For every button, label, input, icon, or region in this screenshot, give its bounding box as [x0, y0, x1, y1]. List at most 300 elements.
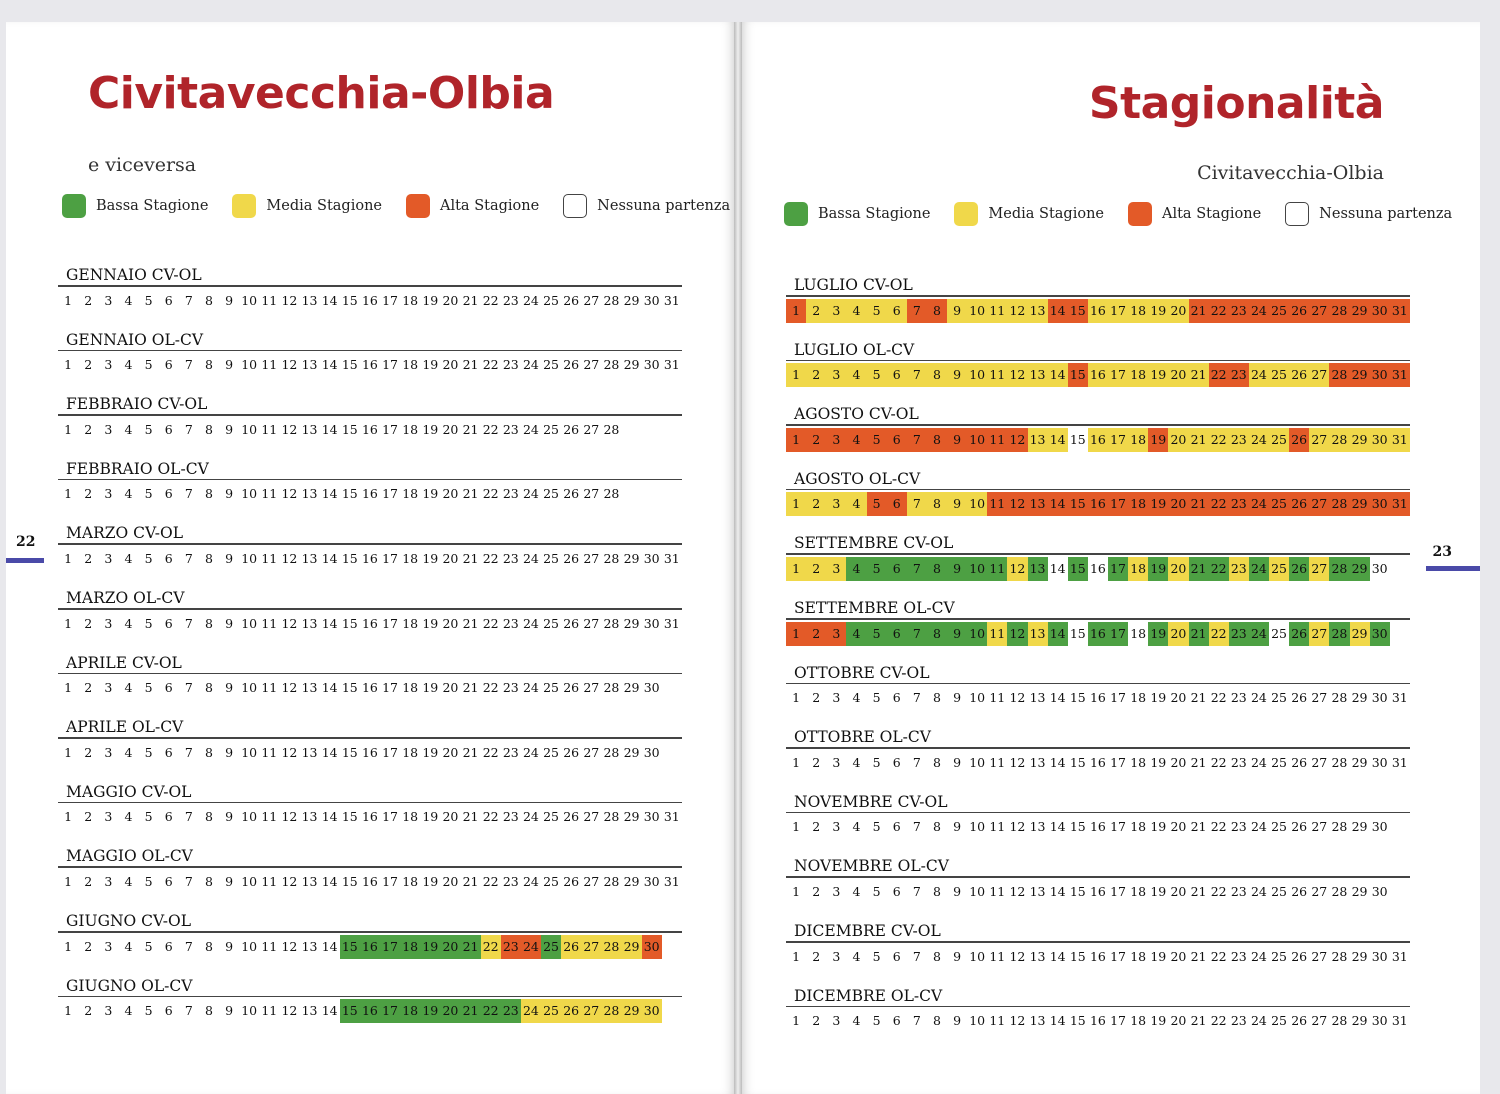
day-cell: 21 — [461, 935, 481, 959]
day-cell: 19 — [1148, 299, 1168, 323]
day-cell: 11 — [989, 883, 1006, 899]
day-cell: 24 — [1250, 883, 1267, 899]
day-cell: 1 — [786, 428, 806, 452]
day-cell: 20 — [1170, 819, 1187, 835]
day-cell: 10 — [969, 690, 986, 706]
month-label: OTTOBRE OL-CV — [794, 728, 931, 747]
day-cell: 31 — [1390, 492, 1410, 516]
day-cell: 2 — [812, 690, 821, 706]
day-cell: 8 — [932, 819, 941, 835]
day-cell: 23 — [502, 615, 519, 631]
day-cell: 22 — [481, 935, 501, 959]
day-cell: 18 — [1130, 1013, 1147, 1029]
day-cell: 3 — [832, 883, 841, 899]
day-cell: 13 — [301, 292, 318, 308]
day-cell: 24 — [1250, 948, 1267, 964]
day-cell: 14 — [1049, 1013, 1066, 1029]
day-cell: 2 — [84, 357, 93, 373]
day-cell: 8 — [927, 622, 947, 646]
day-cell: 2 — [84, 809, 93, 825]
day-cell: 12 — [1009, 948, 1026, 964]
alta-swatch-icon — [406, 194, 430, 218]
day-cell: 16 — [361, 809, 378, 825]
day-cell: 1 — [792, 1013, 801, 1029]
day-strip — [786, 492, 1410, 516]
day-cell: 14 — [1048, 428, 1068, 452]
day-cell: 4 — [124, 809, 133, 825]
day-cell: 11 — [989, 754, 1006, 770]
month-block — [58, 977, 682, 1024]
day-cell: 15 — [341, 550, 358, 566]
day-cell: 22 — [1209, 299, 1229, 323]
day-cell: 9 — [225, 357, 234, 373]
day-cell: 13 — [1028, 363, 1048, 387]
day-cell: 15 — [1069, 883, 1086, 899]
day-cell: 21 — [462, 486, 479, 502]
day-cell: 28 — [603, 680, 620, 696]
day-cell: 9 — [947, 299, 967, 323]
day-cell: 13 — [301, 615, 318, 631]
day-cell: 16 — [361, 744, 378, 760]
day-cell: 26 — [1291, 690, 1308, 706]
day-cell: 6 — [887, 363, 907, 387]
day-cell: 21 — [1189, 299, 1209, 323]
day-cell: 8 — [932, 948, 941, 964]
day-cell: 4 — [124, 421, 133, 437]
day-cell: 10 — [241, 615, 258, 631]
day-cell: 30 — [643, 744, 660, 760]
day-cell: 21 — [1190, 819, 1207, 835]
day-cell: 10 — [969, 819, 986, 835]
day-cell: 13 — [1029, 754, 1046, 770]
alta-swatch-icon — [1128, 202, 1152, 226]
day-cell: 31 — [1391, 690, 1408, 706]
day-cell: 21 — [1190, 883, 1207, 899]
legend-label-media: Media Stagione — [988, 206, 1104, 222]
month-label: NOVEMBRE CV-OL — [794, 792, 948, 811]
day-cell: 17 — [382, 680, 399, 696]
day-cell: 9 — [225, 680, 234, 696]
day-cell: 18 — [1128, 299, 1148, 323]
day-cell: 29 — [623, 357, 640, 373]
day-cell: 5 — [144, 809, 153, 825]
day-cell: 13 — [301, 873, 318, 889]
day-cell: 3 — [826, 428, 846, 452]
month-block — [786, 405, 1410, 452]
day-cell: 7 — [184, 550, 193, 566]
month-rule — [58, 350, 682, 352]
day-strip — [786, 428, 1410, 452]
day-cell: 5 — [144, 615, 153, 631]
day-cell: 7 — [184, 615, 193, 631]
day-cell: 6 — [164, 1003, 173, 1019]
day-strip — [58, 482, 682, 506]
day-cell: 15 — [1069, 690, 1086, 706]
day-cell: 6 — [892, 690, 901, 706]
day-cell: 15 — [1069, 948, 1086, 964]
day-cell: 23 — [502, 292, 519, 308]
day-cell: 23 — [502, 680, 519, 696]
day-cell: 2 — [84, 873, 93, 889]
day-cell: 6 — [164, 680, 173, 696]
month-rule — [786, 295, 1410, 297]
day-cell: 26 — [563, 421, 580, 437]
day-cell: 12 — [1009, 690, 1026, 706]
day-cell: 10 — [967, 363, 987, 387]
day-cell: 6 — [164, 615, 173, 631]
day-cell: 4 — [124, 1003, 133, 1019]
day-cell: 2 — [812, 883, 821, 899]
legend-item-alta — [406, 194, 539, 218]
day-cell: 22 — [1209, 492, 1229, 516]
legend-label-media: Media Stagione — [266, 198, 382, 214]
day-cell: 24 — [1249, 557, 1269, 581]
day-cell: 22 — [482, 680, 499, 696]
legend-item-nessuna — [563, 194, 730, 218]
day-cell: 13 — [1028, 428, 1048, 452]
day-cell: 12 — [281, 1003, 298, 1019]
day-cell: 6 — [887, 622, 907, 646]
day-cell: 4 — [852, 948, 861, 964]
day-cell: 4 — [846, 428, 866, 452]
day-cell: 23 — [1229, 557, 1249, 581]
month-rule — [786, 1006, 1410, 1008]
day-cell: 16 — [1088, 363, 1108, 387]
day-cell: 8 — [204, 550, 213, 566]
day-cell: 4 — [846, 622, 866, 646]
month-block — [786, 922, 1410, 969]
day-cell: 22 — [1209, 557, 1229, 581]
page-title-right: Stagionalità — [1088, 78, 1384, 129]
day-cell: 18 — [1130, 819, 1147, 835]
day-cell: 5 — [144, 1003, 153, 1019]
day-cell: 16 — [1088, 492, 1108, 516]
day-cell: 19 — [1148, 363, 1168, 387]
day-cell: 25 — [1271, 690, 1288, 706]
day-cell: 5 — [872, 1013, 881, 1029]
day-cell: 10 — [241, 873, 258, 889]
day-cell: 11 — [987, 428, 1007, 452]
day-cell: 11 — [987, 622, 1007, 646]
page-number-left: 22 — [16, 534, 36, 550]
day-cell: 9 — [225, 615, 234, 631]
day-cell: 29 — [1350, 622, 1370, 646]
day-cell: 26 — [1289, 299, 1309, 323]
day-cell: 24 — [1249, 492, 1269, 516]
day-strip — [58, 935, 682, 959]
day-cell: 15 — [341, 292, 358, 308]
day-cell: 23 — [1230, 1013, 1247, 1029]
day-cell: 15 — [1068, 557, 1088, 581]
day-cell: 10 — [241, 809, 258, 825]
day-cell: 10 — [967, 622, 987, 646]
day-cell: 28 — [1331, 754, 1348, 770]
day-cell: 20 — [442, 744, 459, 760]
month-block — [58, 395, 682, 442]
day-cell: 5 — [144, 421, 153, 437]
day-cell: 1 — [64, 744, 73, 760]
day-cell: 17 — [382, 615, 399, 631]
day-cell: 14 — [1049, 819, 1066, 835]
day-cell: 18 — [1130, 754, 1147, 770]
day-cell: 5 — [144, 357, 153, 373]
day-cell: 19 — [422, 292, 439, 308]
day-cell: 17 — [1108, 492, 1128, 516]
day-cell: 1 — [64, 938, 73, 954]
day-cell: 26 — [1291, 819, 1308, 835]
day-cell: 9 — [953, 754, 962, 770]
day-cell: 3 — [104, 938, 113, 954]
day-cell: 15 — [340, 999, 360, 1023]
legend-label-bassa: Bassa Stagione — [96, 198, 209, 214]
day-cell: 1 — [64, 873, 73, 889]
day-cell: 10 — [241, 938, 258, 954]
legend-item-nessuna — [1285, 202, 1452, 226]
day-cell: 27 — [583, 421, 600, 437]
day-cell: 4 — [124, 680, 133, 696]
day-cell: 30 — [1371, 690, 1388, 706]
day-cell: 18 — [402, 744, 419, 760]
day-cell: 22 — [482, 873, 499, 889]
month-rule — [786, 553, 1410, 555]
legend-item-bassa — [62, 194, 208, 218]
day-cell: 25 — [541, 999, 561, 1023]
day-cell: 25 — [543, 680, 560, 696]
month-rule — [786, 683, 1410, 685]
day-cell: 14 — [321, 873, 338, 889]
month-block — [58, 266, 682, 313]
day-cell: 15 — [1068, 299, 1088, 323]
day-cell: 27 — [583, 873, 600, 889]
day-cell: 25 — [543, 357, 560, 373]
day-cell: 18 — [1130, 690, 1147, 706]
media-swatch-icon — [954, 202, 978, 226]
day-cell: 22 — [482, 550, 499, 566]
day-cell: 10 — [967, 492, 987, 516]
day-cell: 29 — [623, 744, 640, 760]
day-strip — [786, 557, 1410, 581]
day-cell: 30 — [643, 680, 660, 696]
day-strip — [786, 622, 1410, 646]
day-cell: 25 — [543, 744, 560, 760]
day-cell: 16 — [1088, 622, 1108, 646]
day-cell: 31 — [1390, 428, 1410, 452]
day-cell: 22 — [482, 421, 499, 437]
day-cell: 31 — [663, 615, 680, 631]
month-label: APRILE CV-OL — [66, 653, 182, 672]
day-cell: 16 — [361, 680, 378, 696]
day-cell: 19 — [422, 873, 439, 889]
day-cell: 23 — [1230, 948, 1247, 964]
day-cell: 31 — [663, 550, 680, 566]
day-cell: 1 — [792, 948, 801, 964]
day-cell: 30 — [1371, 560, 1388, 576]
legend-item-media — [954, 202, 1104, 226]
day-cell: 21 — [462, 421, 479, 437]
day-cell: 16 — [1088, 428, 1108, 452]
day-strip — [58, 289, 682, 313]
day-cell: 29 — [1351, 819, 1368, 835]
day-cell: 19 — [1150, 690, 1167, 706]
day-cell: 7 — [907, 557, 927, 581]
day-cell: 5 — [144, 873, 153, 889]
day-cell: 20 — [442, 680, 459, 696]
day-cell: 7 — [184, 292, 193, 308]
day-cell: 18 — [402, 680, 419, 696]
day-cell: 9 — [225, 292, 234, 308]
day-cell: 9 — [225, 486, 234, 502]
day-cell: 20 — [442, 550, 459, 566]
day-cell: 10 — [241, 357, 258, 373]
day-cell: 1 — [786, 557, 806, 581]
day-cell: 12 — [281, 680, 298, 696]
day-cell: 28 — [603, 357, 620, 373]
month-rule — [58, 737, 682, 739]
day-cell: 26 — [563, 615, 580, 631]
day-cell: 1 — [786, 299, 806, 323]
day-cell: 17 — [1110, 690, 1127, 706]
day-cell: 22 — [482, 809, 499, 825]
day-cell: 17 — [1110, 883, 1127, 899]
day-cell: 29 — [622, 935, 642, 959]
day-cell: 6 — [887, 492, 907, 516]
day-cell: 9 — [947, 428, 967, 452]
day-cell: 24 — [1249, 299, 1269, 323]
day-cell: 4 — [846, 492, 866, 516]
day-cell: 22 — [1209, 622, 1229, 646]
day-cell: 24 — [521, 935, 541, 959]
day-cell: 30 — [1371, 819, 1388, 835]
day-cell: 31 — [663, 292, 680, 308]
day-cell: 2 — [806, 363, 826, 387]
day-cell: 23 — [502, 550, 519, 566]
month-label: MAGGIO OL-CV — [66, 847, 193, 866]
day-cell: 28 — [603, 809, 620, 825]
day-cell: 7 — [184, 421, 193, 437]
day-cell: 17 — [382, 421, 399, 437]
day-cell: 25 — [1271, 754, 1288, 770]
day-cell: 20 — [1170, 948, 1187, 964]
day-cell: 10 — [241, 680, 258, 696]
day-cell: 21 — [462, 873, 479, 889]
month-rule — [58, 802, 682, 804]
month-label: LUGLIO OL-CV — [794, 340, 915, 359]
page-tab-right — [1426, 566, 1480, 571]
bassa-swatch-icon — [784, 202, 808, 226]
day-cell: 7 — [912, 754, 921, 770]
day-cell: 23 — [502, 421, 519, 437]
day-cell: 4 — [124, 615, 133, 631]
month-block — [786, 987, 1410, 1034]
day-cell: 28 — [1331, 948, 1348, 964]
day-cell: 13 — [1029, 948, 1046, 964]
day-cell: 31 — [1391, 754, 1408, 770]
day-cell: 23 — [1229, 299, 1249, 323]
day-cell: 6 — [164, 486, 173, 502]
day-cell: 8 — [927, 363, 947, 387]
day-cell: 1 — [64, 809, 73, 825]
day-cell: 18 — [402, 873, 419, 889]
day-cell: 1 — [64, 292, 73, 308]
day-cell: 29 — [1351, 883, 1368, 899]
day-cell: 13 — [301, 550, 318, 566]
day-cell: 18 — [400, 935, 420, 959]
day-cell: 30 — [643, 809, 660, 825]
day-cell: 24 — [522, 421, 539, 437]
day-cell: 5 — [144, 550, 153, 566]
day-cell: 14 — [1049, 754, 1066, 770]
day-cell: 14 — [321, 1003, 338, 1019]
day-cell: 12 — [281, 550, 298, 566]
month-rule — [786, 618, 1410, 620]
month-rule — [786, 489, 1410, 491]
day-cell: 20 — [442, 357, 459, 373]
day-cell: 16 — [1089, 754, 1106, 770]
month-block — [58, 847, 682, 894]
day-cell: 19 — [422, 357, 439, 373]
day-cell: 31 — [663, 873, 680, 889]
day-cell: 13 — [1028, 622, 1048, 646]
day-cell: 9 — [947, 622, 967, 646]
day-cell: 9 — [953, 819, 962, 835]
day-cell: 30 — [1371, 948, 1388, 964]
day-cell: 30 — [1370, 428, 1390, 452]
day-cell: 12 — [1007, 299, 1027, 323]
day-cell: 30 — [643, 873, 660, 889]
day-cell: 3 — [104, 292, 113, 308]
day-cell: 26 — [561, 999, 581, 1023]
day-cell: 5 — [867, 299, 887, 323]
day-cell: 19 — [422, 550, 439, 566]
day-cell: 30 — [642, 935, 662, 959]
day-cell: 6 — [164, 292, 173, 308]
month-rule — [58, 285, 682, 287]
day-cell: 28 — [1329, 363, 1349, 387]
day-cell: 10 — [967, 557, 987, 581]
day-cell: 10 — [967, 428, 987, 452]
day-cell: 3 — [826, 492, 846, 516]
day-cell: 11 — [261, 809, 278, 825]
day-strip — [58, 418, 682, 442]
month-label: SETTEMBRE OL-CV — [794, 599, 955, 617]
day-cell: 30 — [643, 357, 660, 373]
day-cell: 28 — [603, 615, 620, 631]
month-label: FEBBRAIO CV-OL — [66, 395, 208, 414]
day-cell: 7 — [912, 883, 921, 899]
day-cell: 2 — [84, 938, 93, 954]
day-cell: 30 — [643, 615, 660, 631]
day-cell: 8 — [204, 615, 213, 631]
day-cell: 9 — [953, 1013, 962, 1029]
day-cell: 12 — [1009, 819, 1026, 835]
day-cell: 19 — [422, 809, 439, 825]
day-cell: 4 — [124, 873, 133, 889]
day-cell: 14 — [1048, 299, 1068, 323]
legend-label-nessuna: Nessuna partenza — [597, 198, 731, 214]
day-cell: 26 — [563, 292, 580, 308]
day-cell: 22 — [482, 744, 499, 760]
day-cell: 5 — [872, 883, 881, 899]
day-cell: 29 — [623, 292, 640, 308]
day-cell: 11 — [987, 492, 1007, 516]
day-cell: 17 — [1108, 428, 1128, 452]
day-cell: 7 — [912, 819, 921, 835]
day-cell: 30 — [1370, 299, 1390, 323]
day-cell: 1 — [64, 680, 73, 696]
day-cell: 12 — [281, 744, 298, 760]
day-cell: 29 — [1351, 948, 1368, 964]
day-cell: 19 — [420, 935, 440, 959]
